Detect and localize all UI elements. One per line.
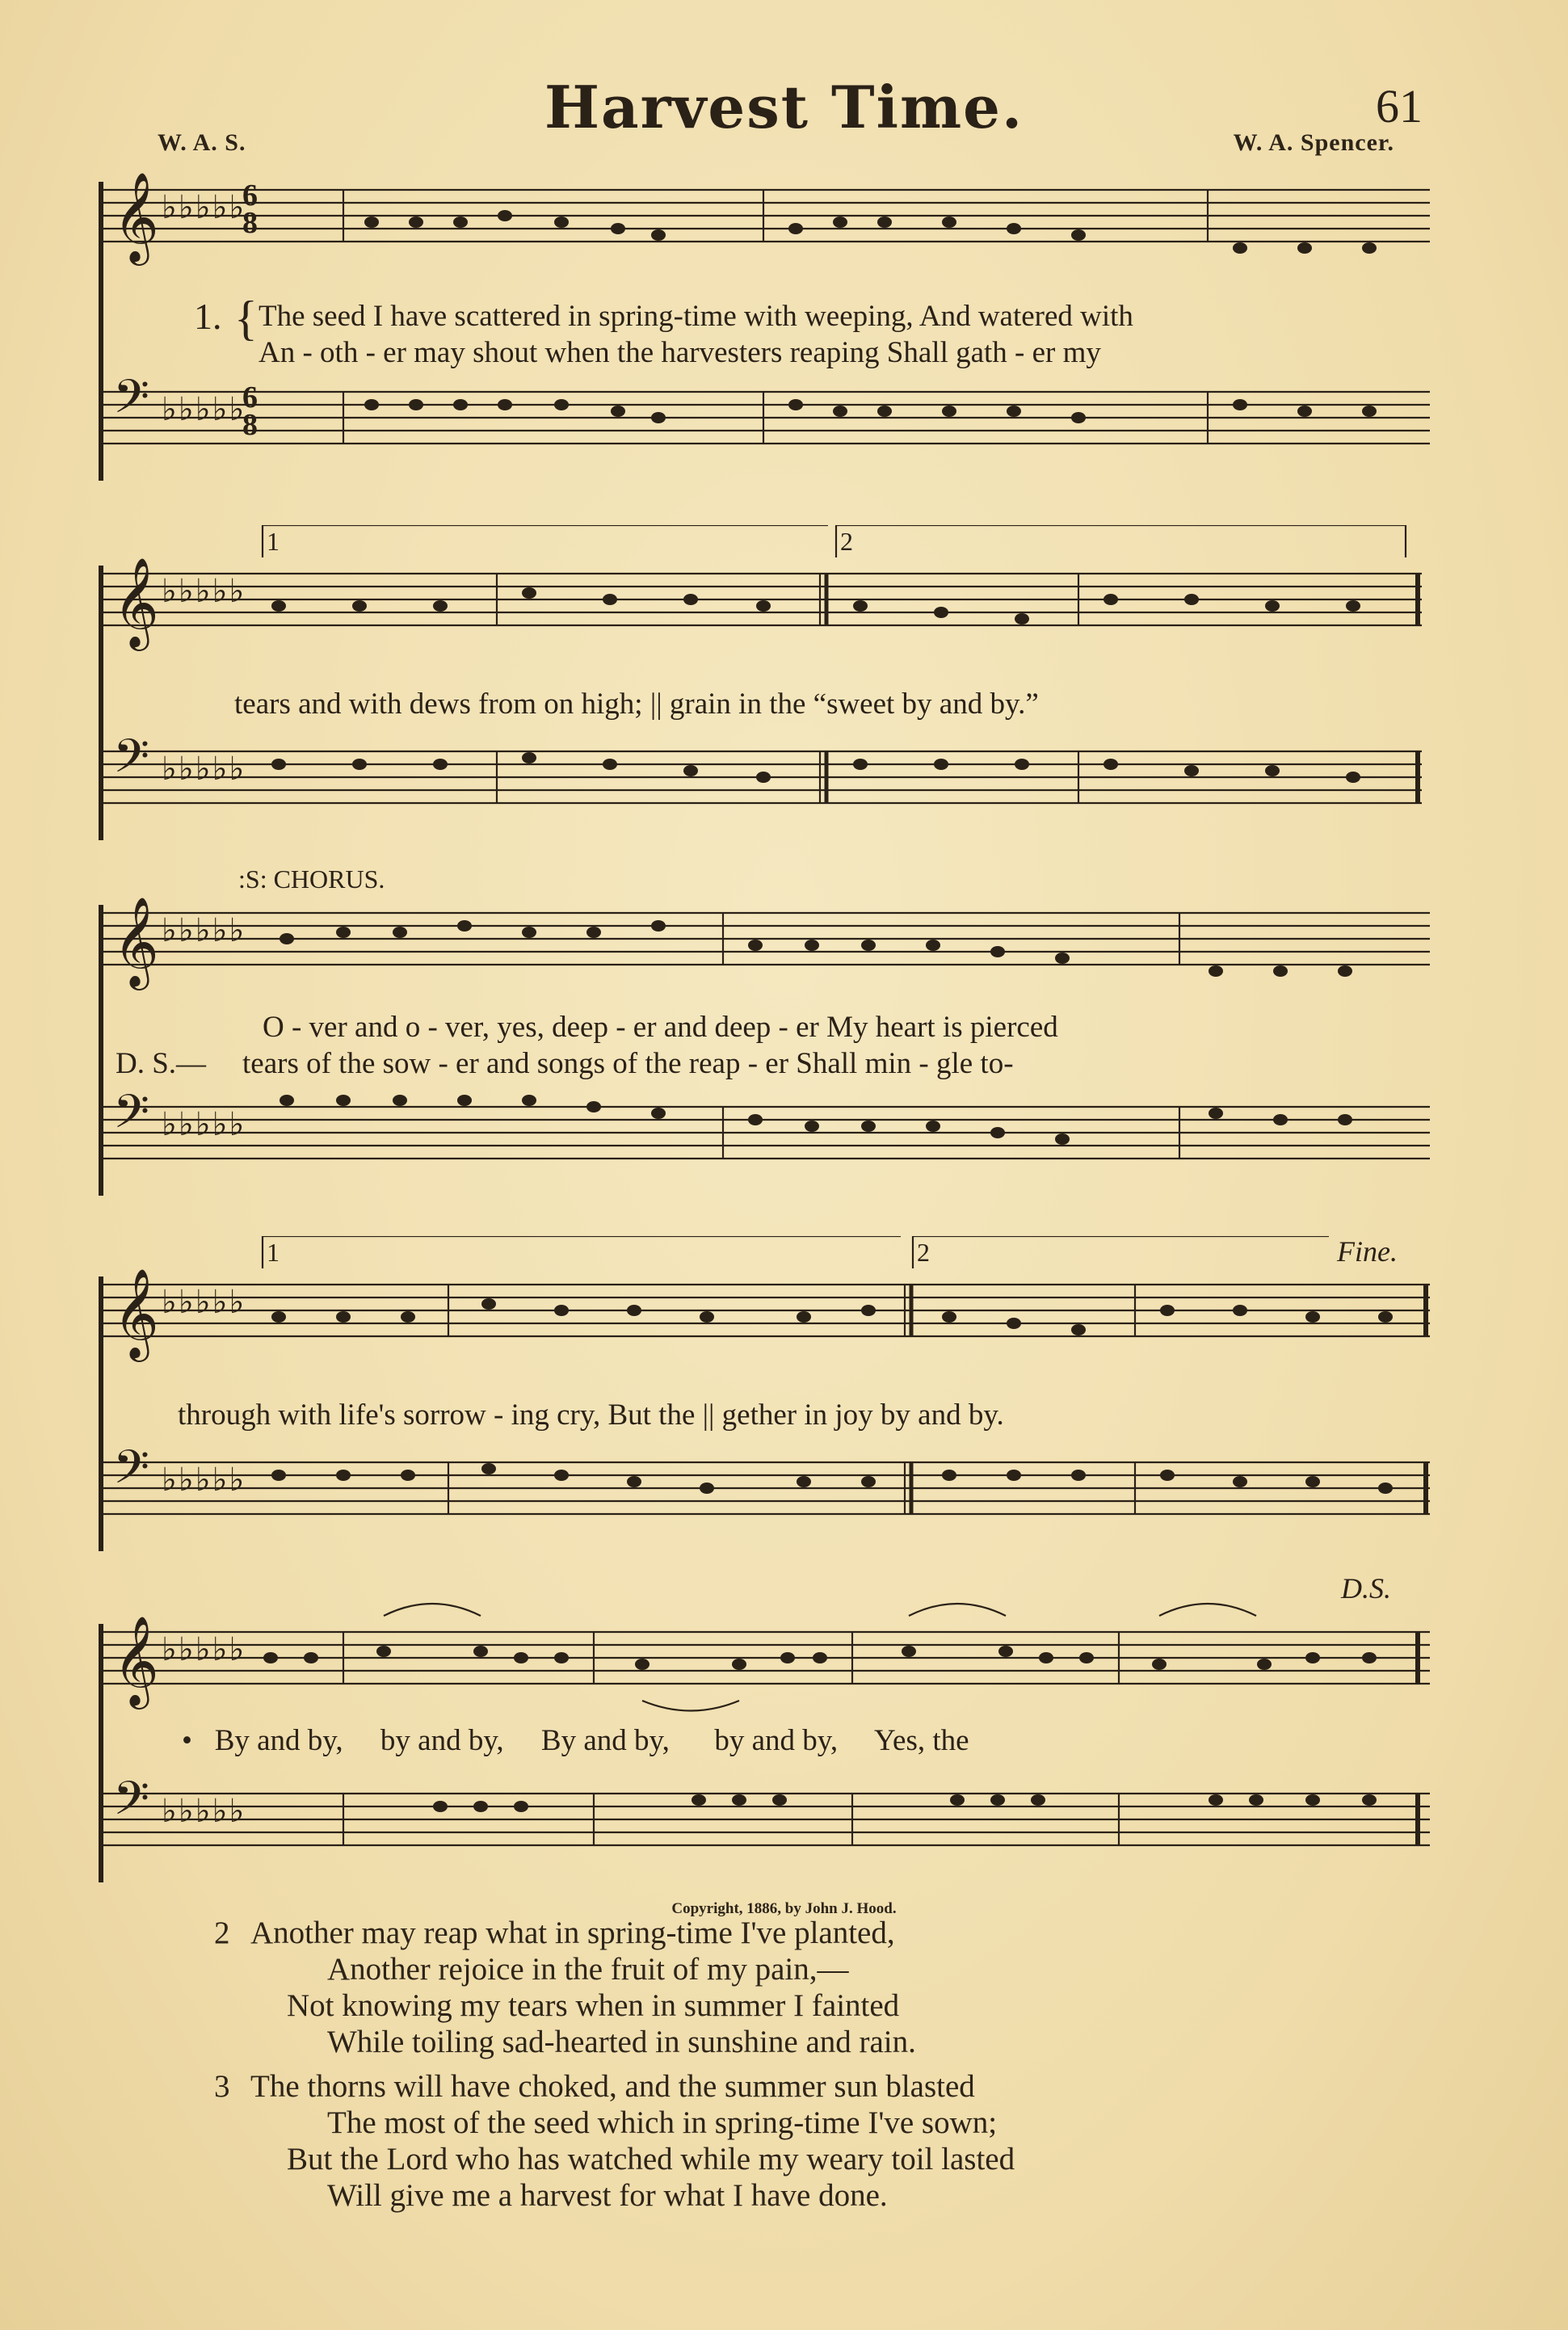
treble-clef-icon: 𝄞: [113, 559, 159, 646]
bass-clef-icon: 𝄢: [113, 372, 150, 435]
verse-line: But the Lord who has watched while my weary toil lasted: [287, 2142, 1015, 2176]
first-ending-label: 1: [267, 527, 280, 556]
chorus-label: :S: CHORUS.: [238, 864, 385, 894]
bass-clef-icon: 𝄢: [113, 1443, 150, 1505]
key-signature-treble: ♭♭♭♭♭: [162, 573, 246, 609]
ds-marking: D.S.: [1341, 1572, 1391, 1605]
bass-clef-icon: 𝄢: [113, 1774, 150, 1836]
key-signature-treble: ♭♭♭♭♭: [162, 1631, 246, 1668]
fine-marking: Fine.: [1337, 1235, 1398, 1268]
key-signature-bass: ♭♭♭♭♭: [162, 751, 246, 787]
verse-line: The most of the seed which in spring-time I've sown;: [327, 2105, 998, 2140]
lyricist-credit: W. A. S.: [158, 129, 246, 156]
hymn-title: Harvest Time.: [544, 73, 1024, 141]
time-signature-bass: 6 8: [242, 381, 258, 442]
composer-credit: W. A. Spencer.: [1233, 129, 1394, 156]
lyric-line: The seed I have scattered in spring-time with weeping, And watered with: [259, 300, 1133, 333]
key-signature-treble: ♭♭♭♭♭: [162, 189, 246, 225]
second-ending-label: 2: [917, 1238, 930, 1267]
first-ending-label: 1: [267, 1238, 280, 1267]
treble-clef-icon: 𝄞: [113, 1617, 159, 1704]
key-signature-treble: ♭♭♭♭♭: [162, 912, 246, 948]
music-system-3: [93, 864, 1430, 1220]
music-system-1: [93, 174, 1430, 489]
key-signature-bass: ♭♭♭♭♭: [162, 1793, 246, 1829]
treble-clef-icon: 𝄞: [113, 1270, 159, 1356]
music-system-5: [93, 1572, 1430, 1899]
copyright-notice: Copyright, 1886, by John J. Hood.: [671, 1900, 897, 1917]
lyric-line: • By and by, by and by, By and by, by and by, Yes, the: [182, 1724, 969, 1757]
key-signature-bass: ♭♭♭♭♭: [162, 391, 246, 427]
key-signature-bass: ♭♭♭♭♭: [162, 1106, 246, 1142]
verse-line: Not knowing my tears when in summer I fainted: [287, 1988, 900, 2023]
verse-brace: {: [234, 292, 258, 345]
music-system-4: [93, 1236, 1430, 1575]
ds-label: D. S.—: [116, 1047, 207, 1080]
key-signature-treble: ♭♭♭♭♭: [162, 1284, 246, 1320]
lyric-line: O - ver and o - ver, yes, deep - er and deep - er My heart is pierced: [263, 1011, 1058, 1044]
verse-2: [214, 1915, 916, 2060]
lyric-line: through with life's sorrow - ing cry, But the || gether in joy by and by.: [178, 1398, 1004, 1432]
bass-clef-icon: 𝄢: [113, 732, 150, 794]
verse-line: While toiling sad-hearted in sunshine and rain.: [327, 2025, 916, 2059]
verse-line: Another rejoice in the fruit of my pain,—: [327, 1952, 849, 1987]
lyric-line: tears and with dews from on high; || grain in the “sweet by and by.”: [234, 688, 1039, 721]
page-number: 61: [1376, 80, 1423, 132]
verse-3: [214, 2068, 1015, 2214]
verse-line: 2 Another may reap what in spring-time I've planted,: [214, 1916, 895, 1950]
treble-clef-icon: 𝄞: [113, 898, 159, 985]
verse-line: 3 The thorns will have choked, and the summer sun blasted: [214, 2069, 975, 2104]
second-ending-label: 2: [840, 527, 853, 556]
verse-number: 1.: [194, 296, 222, 337]
lyric-line: tears of the sow - er and songs of the reap - er Shall min - gle to-: [242, 1047, 1014, 1080]
lyric-line: An - oth - er may shout when the harvesters reaping Shall gath - er my: [259, 336, 1101, 369]
verse-line: Will give me a harvest for what I have done.: [327, 2178, 888, 2213]
key-signature-bass: ♭♭♭♭♭: [162, 1462, 246, 1498]
treble-clef-icon: 𝄞: [113, 174, 159, 260]
time-signature-treble: 6 8: [242, 179, 258, 240]
bass-clef-icon: 𝄢: [113, 1087, 150, 1150]
music-system-2: [93, 525, 1430, 864]
